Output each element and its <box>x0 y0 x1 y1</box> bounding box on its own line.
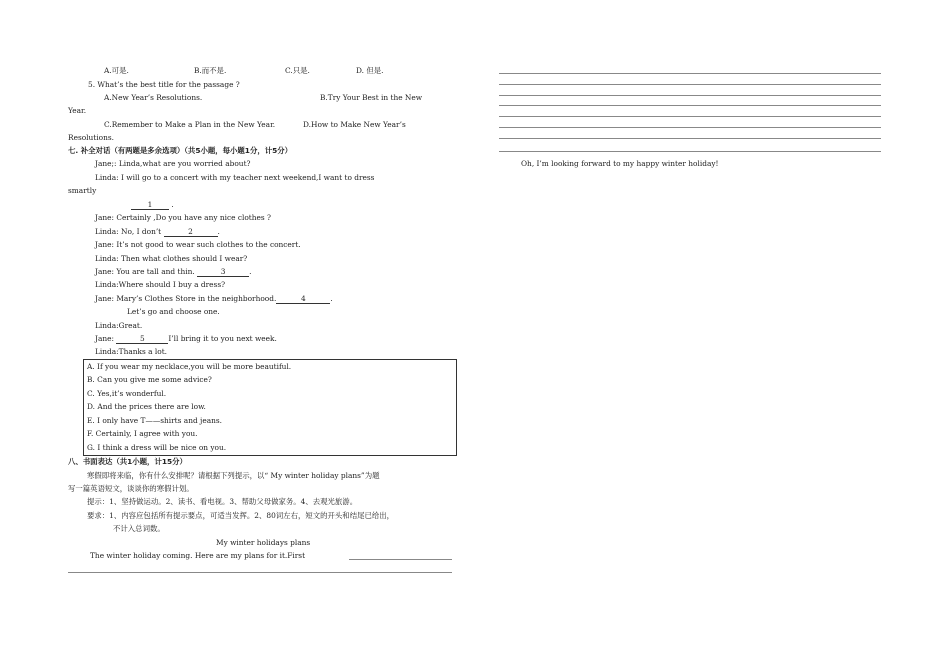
q5-option-c: C.Remember to Make a Plan in the New Year. <box>104 120 276 129</box>
option-a: A. If you wear my necklace,you will be more beautiful. <box>87 362 292 371</box>
q5-stem: 5. What’s the best title for the passage ? <box>88 80 240 89</box>
writing-prompt-2: 写一篇英语短文，谈谈你的寒假计划。 <box>68 484 194 493</box>
answer-line[interactable] <box>499 95 881 96</box>
essay-ending: Oh, I’m looking forward to my happy winter holiday! <box>521 159 719 168</box>
writing-prompt-1: 寒假即将来临，你有什么安排呢？请根据下列提示，以“ My winter holiday plans”为题 <box>87 471 380 480</box>
q5-option-d-cont: Resolutions. <box>68 133 114 142</box>
dialog-line-2: Linda: I will go to a concert with my teacher next weekend,I want to dress <box>95 173 375 182</box>
blank-5[interactable]: 5 <box>116 334 168 344</box>
essay-title: My winter holidays plans <box>216 538 311 547</box>
dialog-line-3: Jane: Certainly ,Do you have any nice clothes ? <box>95 213 272 222</box>
answer-line[interactable] <box>499 116 881 117</box>
answer-line[interactable] <box>499 84 881 85</box>
blank-3[interactable]: 3 <box>197 267 249 277</box>
q4-option-b: B.而不是. <box>194 66 227 75</box>
q5-option-a: A.New Year’s Resolutions. <box>104 93 203 102</box>
answer-line[interactable] <box>499 73 881 74</box>
blank-2[interactable]: 2 <box>164 227 218 237</box>
answer-line[interactable] <box>499 127 881 128</box>
dialog-line-11: Linda:Great. <box>95 321 143 330</box>
option-g: G. I think a dress will be nice on you. <box>87 443 227 452</box>
dialog-line-6: Linda: Then what clothes should I wear? <box>95 254 248 263</box>
dialog-line-7: Jane: You are tall and thin. 3 . <box>95 267 252 276</box>
option-b: B. Can you give me some advice? <box>87 375 212 384</box>
answer-line[interactable] <box>499 151 881 152</box>
dialog-line-2-cont: smartly <box>68 186 97 195</box>
section7-heading: 七. 补全对话（有两题是多余选项）（共5小题，每小题1分，计5分） <box>68 146 293 155</box>
option-e: E. I only have T——shirts and jeans. <box>87 416 223 425</box>
answer-line[interactable] <box>349 559 452 560</box>
answer-line[interactable] <box>68 572 452 573</box>
dialog-line-8: Linda:Where should I buy a dress? <box>95 280 226 289</box>
dialog-line-9: Jane: Mary’s Clothes Store in the neighborhood. 4 . <box>95 294 333 303</box>
answer-line[interactable] <box>499 105 881 106</box>
dialog-line-13: Linda:Thanks a lot. <box>95 347 168 356</box>
blank-1[interactable]: 1 . <box>131 200 174 210</box>
section8-heading: 八、书面表达（共1小题，计15分） <box>68 457 187 466</box>
q4-option-d: D. 但是. <box>356 66 384 75</box>
q5-option-b: B.Try Your Best in the New <box>320 93 423 102</box>
q5-option-b-cont: Year. <box>68 106 87 115</box>
answer-line[interactable] <box>499 138 881 139</box>
essay-start: The winter holiday coming. Here are my plans for it.First <box>90 551 306 560</box>
writing-hints: 提示：1、坚持做运动。2、读书、看电视。3、帮助父母做家务。4、去观光旅游。 <box>87 497 358 506</box>
option-c: C. Yes,it’s wonderful. <box>87 389 167 398</box>
writing-requirement-1: 要求：1、内容应包括所有提示要点，可适当发挥。2、80词左右，短文的开头和结尾已给出， <box>87 511 395 520</box>
dialog-line-12: Jane: 5 I’ll bring it to you next week. <box>95 334 277 343</box>
option-d: D. And the prices there are low. <box>87 402 206 411</box>
q5-option-d: D.How to Make New Year’s <box>303 120 406 129</box>
blank-4[interactable]: 4 <box>276 294 330 304</box>
option-f: F. Certainly, I agree with you. <box>87 429 198 438</box>
writing-requirement-2: 不计入总词数。 <box>113 524 165 533</box>
dialog-line-5: Jane: It’s not good to wear such clothes to the concert. <box>95 240 301 249</box>
q4-option-a: A.可是. <box>104 66 129 75</box>
dialog-line-1: Jane;: Linda,what are you worried about? <box>95 159 251 168</box>
dialog-line-10: Let’s go and choose one. <box>127 307 220 316</box>
dialog-line-4: Linda: No, I don’t 2 . <box>95 227 220 236</box>
q4-option-c: C.只是. <box>285 66 310 75</box>
